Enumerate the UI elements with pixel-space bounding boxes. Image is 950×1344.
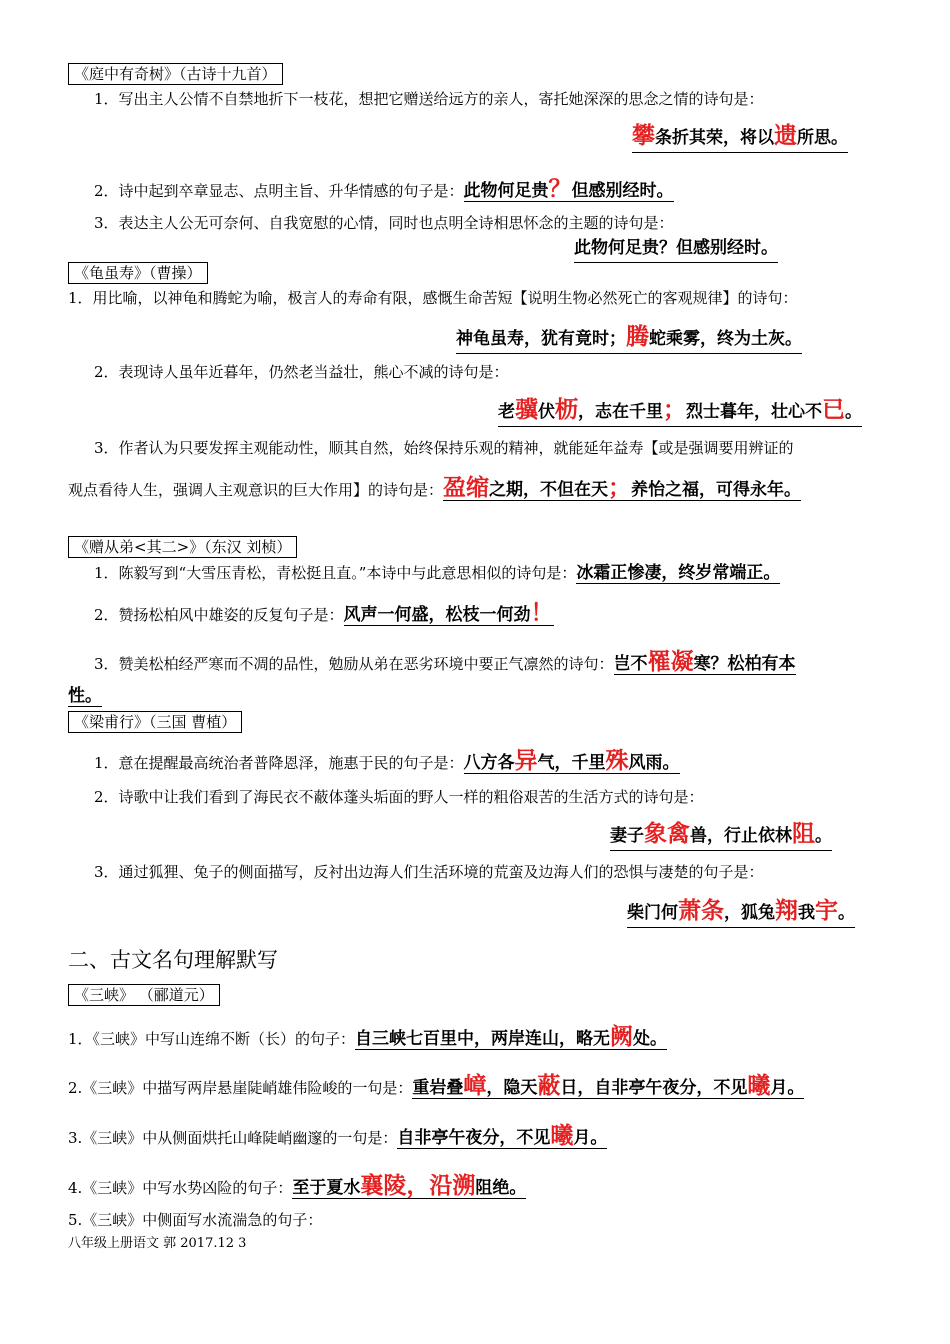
question-line [68,1024,668,1050]
answer-text: 八方各 [463,753,515,773]
answer-key-char: 骥 [515,397,538,423]
question-line [68,475,802,501]
question-text: 4.《三峡》中写水势凶险的句子： [68,1179,293,1197]
answer-text: 之期，不但在天 [489,480,609,500]
answer-text: 但感别经时。 [571,181,674,201]
answer-key-char: 翔 [775,898,798,924]
section-title-zengcongdi: 《赠从弟<其二>》（东汉 刘桢） [68,536,297,558]
answer-line [456,323,802,354]
question-text: 5.《三峡》中侧面写水流湍急的句子： [68,1211,323,1229]
answer-line [498,396,862,427]
answer-key-char: 枥 [555,397,578,423]
answer-key-char: ？ [548,176,572,202]
question-text: 观点看待人生，强调人主观意识的巨大作用】的诗句是： [68,481,444,499]
answer-key-char: ； [663,397,686,423]
answer-line [632,122,848,153]
answer-text: 风声一何盛，松枝一何劲 [343,605,531,625]
page-footer: 八年级上册语文 郭 2017.12 3 [68,1236,247,1251]
answer-key-char: 罹凝 [647,649,694,675]
answer-key-char: 襄陵，沿溯 [360,1173,476,1199]
question-line [94,649,796,675]
answer-text: ，狐兔 [724,903,775,923]
answer-line [627,897,855,928]
question-text: 1．用比喻，以神龟和腾蛇为喻，极言人的寿命有限，感慨生命苦短【说明生物必然死亡的客观规律】的诗句： [68,289,798,307]
answer-key-char: ！ [530,600,554,626]
answer-line [610,820,832,851]
answer-text: 所思。 [797,128,848,148]
answer-text: 至于夏水 [292,1178,361,1198]
answer-line: 冰霜正惨凄，终岁常端正。 [576,563,781,583]
answer-line: 此物何足贵？但感别经时。 [574,234,778,263]
question-text: 2．表现诗人虽年近暮年，仍然老当益壮，熊心不减的诗句是： [94,363,509,381]
answer-key-char: 殊 [605,748,629,774]
section-title-liangfuxing: 《梁甫行》（三国 曹植） [68,711,242,733]
answer-line [443,475,802,501]
section-title-tingzhongyouqishu: 《庭中有奇树》（古诗十九首） [68,63,283,85]
question-text: 2．诗歌中让我们看到了海民衣不蔽体蓬头垢面的野人一样的粗俗艰苦的生活方式的诗句是： [94,788,704,806]
section-title-guisuishou: 《龟虽寿》（曹操） [68,262,208,284]
answer-line [463,176,674,202]
answer-line [292,1173,527,1199]
question-text: 3．作者认为只要发挥主观能动性，顺其自然，始终保持乐观的精神，就能延年益寿【或是强调要用辨证的 [94,439,794,457]
answer-key-char: 腾 [626,324,649,350]
answer-text: 寒？松柏有本 [693,654,796,674]
answer-text: 日，自非亭午夜分，不见 [560,1078,748,1098]
question-line [68,1173,527,1199]
question-line [94,176,674,202]
section-heading: 二、古文名句理解默写 [68,948,278,972]
answer-text: 自非亭午夜分，不见 [397,1128,551,1148]
answer-key-char: 蔽 [537,1073,561,1099]
question-line [68,1123,608,1149]
question-text: 1．写出主人公情不自禁地折下一枝花，想把它赠送给远方的亲人，寄托她深深的思念之情的诗句是： [94,90,764,108]
answer-key-char: 曦 [747,1073,771,1099]
answer-key-char: 象禽 [644,821,690,847]
answer-key-char: 阻 [792,821,815,847]
answer-key-char: 盈缩 [443,475,490,501]
answer-text: 阻绝。 [475,1178,527,1198]
answer-key-char: 萧条 [678,898,724,924]
answer-line [343,600,554,626]
answer-key-char: 遗 [774,123,797,149]
answer-key-char: ； [608,475,632,501]
question-line [94,748,680,774]
question-text: 3．表达主人公无可奈何、自我宽慰的心情，同时也点明全诗相思怀念的主题的诗句是： [94,214,674,232]
question-line [94,563,780,583]
answer-text: 我 [798,903,815,923]
answer-line [412,1073,805,1099]
answer-text: 风雨。 [628,753,680,773]
answer-key-char: 嶂 [463,1073,487,1099]
question-line [94,600,554,626]
question-text: 3．赞美松柏经严寒而不凋的品性，勉励从弟在恶劣环境中要正气凛然的诗句： [94,655,614,673]
answer-key-char: 曦 [550,1123,574,1149]
answer-text: 烈士暮年，壮心不 [686,402,822,422]
question-text: 3.《三峡》中从侧面烘托山峰陡峭幽邃的一句是： [68,1129,398,1147]
answer-text: 神龟虽寿，犹有竟时； [456,329,626,349]
answer-text: 。 [845,402,862,422]
answer-continuation [68,686,102,706]
section-title-sanxia: 《三峡》 （郦道元） [68,984,220,1006]
question-text: 2．诗中起到卒章显志、点明主旨、升华情感的句子是： [94,182,464,200]
question-text: 1．意在提醒最高统治者普降恩泽，施惠于民的句子是： [94,754,464,772]
answer-text: 此物何足贵 [463,181,549,201]
answer-text: 自三峡七百里中，两岸连山，略无 [355,1029,611,1049]
answer-key-char: 阙 [610,1024,634,1050]
question-line [68,1073,805,1099]
answer-text: 处。 [633,1029,668,1049]
answer-text: 兽，行止依林 [690,826,792,846]
answer-text: 妻子 [610,826,644,846]
answer-text: 蛇乘雾，终为土灰。 [649,329,802,349]
answer-text: 柴门何 [627,903,678,923]
answer-text: 伏 [538,402,555,422]
answer-text: ，隐天 [486,1078,538,1098]
answer-line [463,748,680,774]
answer-text: 。 [838,903,855,923]
answer-text: 老 [498,402,515,422]
answer-text: 养怡之福，可得永年。 [631,480,802,500]
answer-text: 性。 [68,686,102,706]
answer-key-char: 宇 [815,898,838,924]
answer-text: ，志在千里 [578,402,663,422]
answer-line [613,649,796,675]
answer-key-char: 攀 [632,123,655,149]
question-text: 3．通过狐狸、兔子的侧面描写，反衬出边海人们生活环境的荒蛮及边海人们的恐惧与凄楚的句子是： [94,863,764,881]
answer-text: 。 [815,826,832,846]
answer-text: 月。 [573,1128,608,1148]
question-text: 1．陈毅写到“大雪压青松，青松挺且直。”本诗中与此意思相似的诗句是： [94,564,577,582]
answer-text: 重岩叠 [412,1078,464,1098]
answer-text: 岂不 [613,654,648,674]
answer-text: 月。 [770,1078,805,1098]
answer-key-char: 已 [822,397,845,423]
answer-line [397,1123,608,1149]
question-text: 1．《三峡》中写山连绵不断（长）的句子： [68,1030,356,1048]
question-text: 2.《三峡》中描写两岸悬崖陡峭雄伟险峻的一句是： [68,1079,413,1097]
question-text: 2．赞扬松柏风中雄姿的反复句子是： [94,606,344,624]
answer-text: 气，千里 [537,753,606,773]
answer-text: 条折其荣，将以 [655,128,774,148]
answer-line [355,1024,668,1050]
answer-key-char: 异 [514,748,538,774]
